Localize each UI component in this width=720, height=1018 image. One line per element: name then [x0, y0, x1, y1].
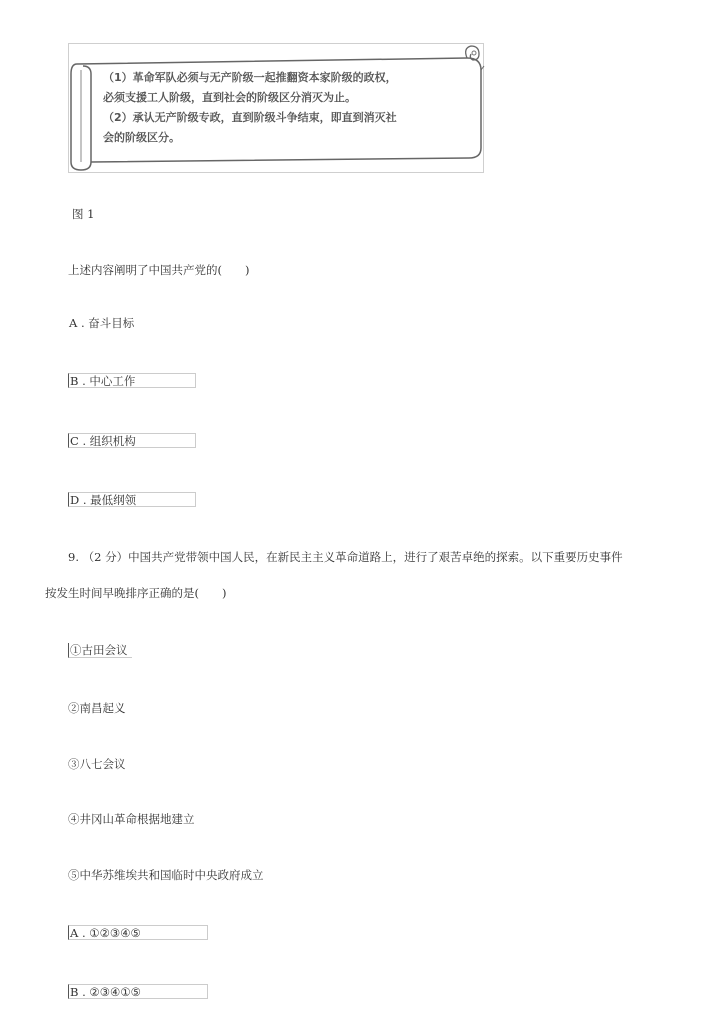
q9-item-2: ②南昌起义: [68, 701, 126, 715]
q9-item-3: ③八七会议: [68, 757, 126, 771]
scroll-line-4: 会的阶级区分。: [103, 131, 180, 144]
q9-item-5: ⑤中华苏维埃共和国临时中央政府成立: [68, 868, 264, 882]
q9-item-1: ①古田会议: [68, 643, 132, 658]
scroll-text: [103, 68, 473, 148]
scroll-line-3: （2）承认无产阶级专政，直到阶级斗争结束，即直到消灭社: [103, 111, 397, 124]
q9-option-a[interactable]: A . ①②③④⑤: [68, 925, 208, 940]
scroll-line-1: （1）革命军队必须与无产阶级一起推翻资本家阶级的政权，: [103, 71, 397, 84]
figure-caption: 图 1: [72, 207, 95, 221]
q8-option-c[interactable]: C . 组织机构: [68, 433, 196, 448]
q8-option-a[interactable]: A . 奋斗目标: [69, 316, 135, 330]
q8-option-b[interactable]: B . 中心工作: [68, 373, 196, 388]
scroll-line-2: 必须支援工人阶级，直到社会的阶级区分消灭为止。: [103, 91, 356, 104]
q9-option-b[interactable]: B . ②③④①⑤: [68, 984, 208, 999]
question9-stem-line1: 9. （2 分）中国共产党带领中国人民，在新民主主义革命道路上，进行了艰苦卓绝的探索。以下重要历史事件: [68, 550, 623, 564]
figure-scroll-image: [68, 43, 484, 173]
question8-stem: 上述内容阐明了中国共产党的( ): [68, 263, 250, 277]
q8-option-d[interactable]: D . 最低纲领: [68, 492, 196, 507]
question9-stem-line2: 按发生时间早晚排序正确的是( ): [45, 586, 227, 600]
q9-item-4: ④井冈山革命根据地建立: [68, 812, 195, 826]
